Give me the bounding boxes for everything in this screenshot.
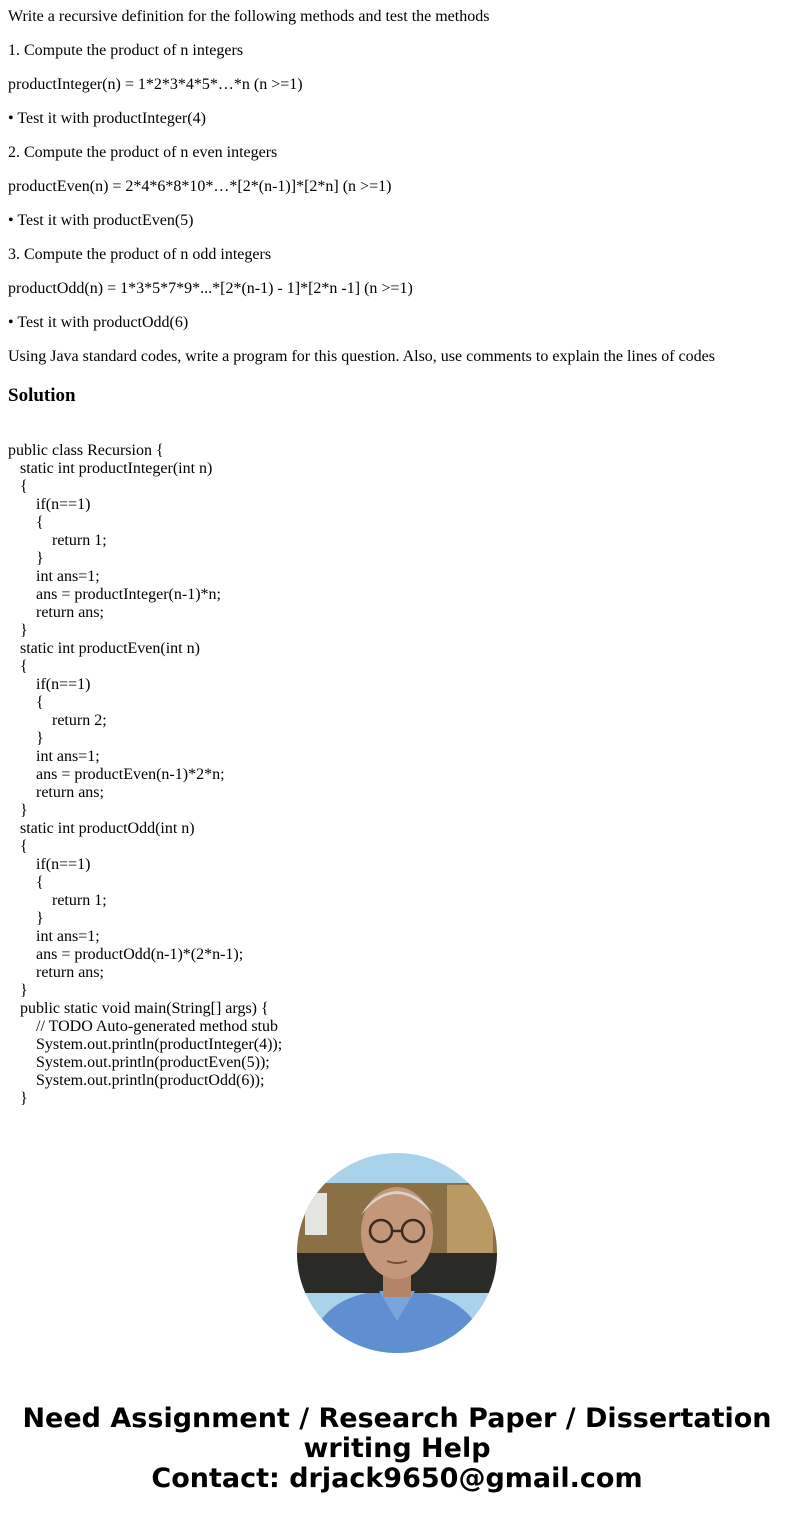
code-line: ans = productInteger(n-1)*n; bbox=[8, 586, 221, 603]
code-line: System.out.println(productOdd(6)); bbox=[8, 1072, 265, 1089]
question-formula-3: productOdd(n) = 1*3*5*7*9*...*[2*(n-1) - 1]*[2*n -1] (n >=1) bbox=[8, 280, 413, 297]
code-line: int ans=1; bbox=[8, 928, 100, 945]
code-line: public class Recursion { bbox=[8, 442, 164, 459]
author-photo bbox=[297, 1153, 497, 1353]
question-test-1: • Test it with productInteger(4) bbox=[8, 110, 206, 127]
banner-line-1: Need Assignment / Research Paper / Dissertation bbox=[22, 1403, 772, 1434]
code-line: int ans=1; bbox=[8, 568, 100, 585]
code-line: static int productOdd(int n) bbox=[8, 820, 195, 837]
code-block bbox=[8, 442, 282, 1108]
code-line: } bbox=[8, 550, 44, 567]
code-line: if(n==1) bbox=[8, 496, 91, 513]
solution-heading: Solution bbox=[8, 385, 76, 406]
question-item-2: 2. Compute the product of n even integers bbox=[8, 144, 278, 161]
code-line: } bbox=[8, 802, 28, 819]
question-formula-2: productEven(n) = 2*4*6*8*10*…*[2*(n-1)]*[2*n] (n >=1) bbox=[8, 178, 392, 195]
code-line: if(n==1) bbox=[8, 676, 91, 693]
code-line: } bbox=[8, 622, 28, 639]
code-line: return ans; bbox=[8, 604, 104, 621]
code-line: return ans; bbox=[8, 964, 104, 981]
code-line: { bbox=[8, 838, 28, 855]
code-line: int ans=1; bbox=[8, 748, 100, 765]
code-line: if(n==1) bbox=[8, 856, 91, 873]
code-line: ans = productEven(n-1)*2*n; bbox=[8, 766, 225, 783]
question-intro: Write a recursive definition for the following methods and test the methods bbox=[8, 8, 490, 25]
banner-line-2: writing Help bbox=[303, 1433, 491, 1464]
code-line: static int productEven(int n) bbox=[8, 640, 200, 657]
code-line: { bbox=[8, 874, 44, 891]
author-avatar bbox=[297, 1153, 497, 1353]
question-item-3: 3. Compute the product of n odd integers bbox=[8, 246, 272, 263]
code-line: { bbox=[8, 694, 44, 711]
code-line: // TODO Auto-generated method stub bbox=[8, 1018, 279, 1035]
code-line: return ans; bbox=[8, 784, 104, 801]
code-line: ans = productOdd(n-1)*(2*n-1); bbox=[8, 946, 244, 963]
code-line: { bbox=[8, 514, 44, 531]
question-instructions: Using Java standard codes, write a program for this question. Also, use comments to explain the lines of codes bbox=[8, 348, 715, 365]
code-line: static int productInteger(int n) bbox=[8, 460, 213, 477]
code-line: } bbox=[8, 1090, 28, 1107]
code-line: return 1; bbox=[8, 532, 107, 549]
question-test-3: • Test it with productOdd(6) bbox=[8, 314, 189, 331]
question-test-2: • Test it with productEven(5) bbox=[8, 212, 194, 229]
question-formula-1: productInteger(n) = 1*2*3*4*5*…*n (n >=1) bbox=[8, 76, 303, 93]
code-line: { bbox=[8, 478, 28, 495]
banner-contact: Contact: drjack9650@gmail.com bbox=[151, 1463, 643, 1494]
code-line: { bbox=[8, 658, 28, 675]
code-line: return 2; bbox=[8, 712, 107, 729]
code-line: } bbox=[8, 982, 28, 999]
code-line: } bbox=[8, 910, 44, 927]
code-line: System.out.println(productEven(5)); bbox=[8, 1054, 270, 1071]
question-item-1: 1. Compute the product of n integers bbox=[8, 42, 244, 59]
help-banner bbox=[0, 1404, 794, 1494]
code-line: public static void main(String[] args) { bbox=[8, 1000, 269, 1017]
code-line: return 1; bbox=[8, 892, 107, 909]
code-line: } bbox=[8, 730, 44, 747]
code-line: System.out.println(productInteger(4)); bbox=[8, 1036, 283, 1053]
